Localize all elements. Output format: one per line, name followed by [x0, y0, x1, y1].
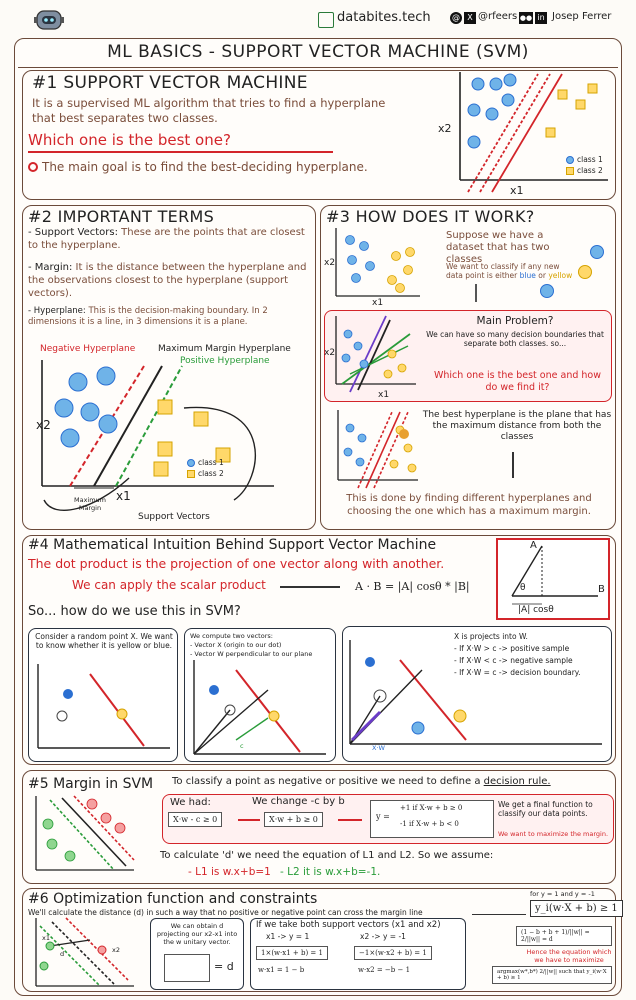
s5-y: y = — [376, 812, 390, 821]
s5-l2: - L2 it is w.x+b=-1. — [280, 866, 381, 878]
s5-arrow-2 — [338, 819, 362, 821]
s2-legend-1: class 1 — [198, 458, 224, 467]
s2-max-label: Maximum Margin Hyperplane — [158, 344, 291, 354]
s6-hence: Hence the equation which we have to maximize — [526, 948, 612, 964]
s4-vec-a: A — [530, 540, 537, 551]
s5-arrow-1 — [238, 819, 260, 821]
s5-l1: - L1 is w.x+b=1 — [188, 866, 271, 878]
s2-legend-2-marker — [187, 470, 195, 478]
s3-x2-b: x2 — [324, 348, 336, 358]
s1-underline — [28, 151, 333, 153]
s4-xw-label: X·W — [372, 744, 385, 752]
s5-eq1: X·w - c ≥ 0 — [168, 812, 222, 827]
s2-term-2-val: It is the distance between the hyperplane and the observations closest to the hyperplane (support vectors). — [28, 262, 307, 299]
s2-x1: x1 — [116, 489, 131, 503]
medium-icon[interactable]: ●● — [519, 14, 533, 22]
s5-title: #5 Margin in SVM — [28, 776, 154, 792]
s1-x1: x1 — [510, 184, 524, 197]
s3-x1-a: x1 — [372, 298, 384, 308]
s4-p2-a: We compute two vectors: — [190, 632, 273, 640]
s1-x2: x2 — [438, 122, 452, 135]
s4-dot: The dot product is the projection of one vector along with another. — [28, 556, 445, 571]
s3-p2-a: We want to classify if any new data point is either — [446, 262, 560, 280]
s4-p2-c: - Vector W perpendicular to our plane — [190, 650, 313, 658]
s6-d: = d — [214, 960, 234, 973]
s5-case-1: +1 if X·w + b ≥ 0 — [400, 804, 463, 812]
s4-p3-c: - If X·W < c -> negative sample — [454, 656, 573, 665]
s4-p3-b: - If X·W > c -> positive sample — [454, 644, 570, 653]
s3-problem-title: Main Problem? — [476, 315, 554, 327]
s4-plot-2 — [190, 660, 330, 760]
s6-title: #6 Optimization function and constraints — [28, 891, 318, 907]
s3-blue-dot-2 — [540, 284, 554, 298]
s6-arrow — [472, 914, 526, 915]
s6-x2: x2 — [112, 946, 120, 954]
s6-obtain: We can obtain d projecting our x2-x1 into the w unitary vector. — [156, 922, 238, 946]
s4-p3-d: - If X·W = c -> decision boundary. — [454, 668, 581, 677]
s4-vec-b: B — [598, 584, 605, 595]
header — [0, 0, 636, 40]
s6-d-label: d — [60, 950, 65, 958]
s1-title: #1 SUPPORT VECTOR MACHINE — [32, 73, 308, 93]
linkedin-icon[interactable]: in — [535, 12, 547, 24]
s3-best: The best hyperplane is the plane that has the maximum distance from both the classes — [422, 410, 612, 442]
s3-title: #3 HOW DOES IT WORK? — [326, 207, 535, 226]
s1-question: Which one is the best one? — [28, 131, 231, 149]
s6-x1eq: x1 -> y = 1 — [266, 932, 310, 941]
s6-fory: for y = 1 and y = -1 — [530, 890, 595, 898]
s3-arrow-2 — [512, 452, 514, 478]
threads-icon[interactable]: @ — [452, 13, 460, 22]
s3-problem-text: We can have so many decision boundaries that separate both classes. so... — [426, 330, 604, 348]
s3-p1: Suppose we have a dataset that has two classes — [446, 230, 550, 265]
s4-arrow — [280, 586, 340, 588]
s5-had: We had: — [170, 797, 211, 808]
s5-plot — [30, 794, 140, 874]
s3-done: This is done by finding different hyperplanes and choosing the one which has a maximum margin. — [346, 493, 592, 517]
s3-plot-3 — [332, 408, 422, 488]
s4-scalar: We can apply the scalar product — [72, 578, 266, 592]
s3-p2-blue: blue — [519, 271, 536, 280]
s2-term-1-val: These are the points that are closest to the hyperplane. — [28, 227, 305, 251]
s2-positive-label: Positive Hyperplane — [180, 356, 270, 366]
s6-m2: w·x1 = 1 − b — [258, 966, 305, 974]
page-title: ML BASICS - SUPPORT VECTOR MACHINE (SVM) — [18, 42, 618, 68]
s4-formula: A · B = |A| cosθ * |B| — [355, 580, 470, 593]
robot-icon — [34, 6, 64, 36]
s3-p2 — [446, 262, 576, 280]
s4-plot-3 — [346, 640, 606, 750]
s6-m1: 1×(w·x1 + b) = 1 — [256, 946, 328, 960]
s5-maximize: We want to maximize the margin. — [498, 830, 609, 838]
s2-negative-label: Negative Hyperplane — [40, 344, 136, 354]
s5-eq2: X·w + b ≥ 0 — [264, 812, 323, 827]
s5-intro — [172, 776, 551, 787]
brand-name[interactable]: databites.tech — [337, 10, 431, 25]
s3-x2-a: x2 — [324, 258, 336, 268]
s2-term-3: - Hyperplane: This is the decision-making boundary. In 2 dimensions it is a line, in 3 dimensions it is a plane. — [28, 306, 268, 327]
s4-vector-diagram — [500, 540, 610, 620]
s4-proj: |A| cosθ — [518, 605, 554, 615]
s3-x1-b: x1 — [378, 390, 390, 400]
s2-x2: x2 — [36, 418, 51, 432]
s2-term-2: - Margin: It is the distance between the hyperplane and the observations closest to the hyperplane (support vectors). — [28, 262, 307, 299]
s2-term-2-key: Margin: — [34, 262, 73, 273]
handle[interactable]: @rfeers — [478, 11, 518, 22]
target-icon — [28, 162, 38, 172]
s5-calc: To calculate 'd' we need the equation of L1 and L2. So we assume: — [160, 850, 494, 861]
s3-problem-question: Which one is the best one and how do we find it? — [434, 370, 601, 393]
s6-x2eq: x2 -> y = -1 — [360, 932, 406, 941]
s6-projection-box — [164, 954, 210, 982]
s1-text: It is a supervised ML algorithm that tries to find a hyperplane that best separates two classes. — [32, 96, 386, 125]
s2-term-3-val: This is the decision-making boundary. In 2 dimensions it is a line, in 3 dimensions it is a plane. — [28, 306, 268, 327]
s4-theta: θ — [520, 583, 526, 593]
s2-term-1: - Support Vectors: These are the points that are closest to the hyperplane. — [28, 227, 305, 251]
s4-p3-a: X is projects into W. — [454, 632, 528, 641]
s4-plot-1 — [34, 664, 174, 754]
s3-yellow-dot — [578, 265, 592, 279]
s6-frac: (1 − b + b + 1)/||w|| = 2/||w|| = d — [516, 926, 612, 946]
s2-term-1-key: Support Vectors: — [34, 227, 118, 238]
s3-p2-or: or — [535, 271, 549, 280]
s3-p2-yellow: yellow — [548, 271, 573, 280]
s2-legend-2: class 2 — [198, 469, 224, 478]
s4-c-label-a: c — [240, 742, 244, 750]
s5-final: We get a final function to classify our data points. — [498, 800, 593, 818]
s2-term-3-key: Hyperplane: — [33, 306, 86, 316]
s4-title: #4 Mathematical Intuition Behind Support Vector Machine — [28, 537, 437, 553]
s4-so: So... how do we use this in SVM? — [28, 604, 241, 619]
s6-constraint: y_i(w·X + b) ≥ 1 — [530, 900, 623, 917]
s3-arrow-1 — [475, 284, 477, 302]
s6-argmax: argmax(w*,b*) 2/||w|| such that y_i(w·X + b) ≥ 1 — [492, 966, 612, 984]
s6-m4: w·x2 = −b − 1 — [358, 966, 411, 974]
s5-change: We change -c by b — [252, 796, 345, 807]
s4-p1: Consider a random point X. We want to know whether it is yellow or blue. — [35, 632, 173, 650]
x-icon[interactable]: X — [464, 12, 476, 24]
s1-legend-1: class 1 — [577, 155, 603, 164]
s4-p2-b: - Vector X (origin to our dot) — [190, 641, 282, 649]
s6-take: If we take both support vectors (x1 and x2) — [256, 920, 441, 930]
legend-class2-marker — [566, 167, 574, 175]
s1-plot — [448, 70, 618, 196]
author[interactable]: Josep Ferrer — [552, 11, 612, 22]
legend-class1-marker — [566, 156, 574, 164]
s2-legend-1-marker — [187, 459, 195, 467]
s1-goal: The main goal is to find the best-deciding hyperplane. — [42, 160, 368, 174]
s2-title: #2 IMPORTANT TERMS — [28, 207, 215, 226]
s5-case-2: -1 if X·w + b < 0 — [400, 820, 459, 828]
s6-plot — [30, 916, 140, 990]
s6-intro: We'll calculate the distance (d) in such a way that no positive or negative point can cross the margin line — [28, 908, 423, 917]
brand-logo-icon — [318, 12, 334, 28]
s5-intro-b: decision rule. — [483, 776, 551, 787]
s5-intro-a: To classify a point as negative or positive we need to define a — [172, 776, 484, 787]
s3-plot-2 — [330, 314, 420, 394]
s2-support-vectors-label: Support Vectors — [138, 512, 210, 522]
s3-blue-dot — [590, 245, 604, 259]
s6-x1: x1 — [42, 934, 50, 942]
s2-margin-label: Maximum Margin — [73, 496, 107, 512]
s6-m3: −1×(w·x2 + b) = 1 — [354, 946, 432, 960]
s3-plot-1 — [330, 226, 430, 306]
s1-legend-2: class 2 — [577, 166, 603, 175]
